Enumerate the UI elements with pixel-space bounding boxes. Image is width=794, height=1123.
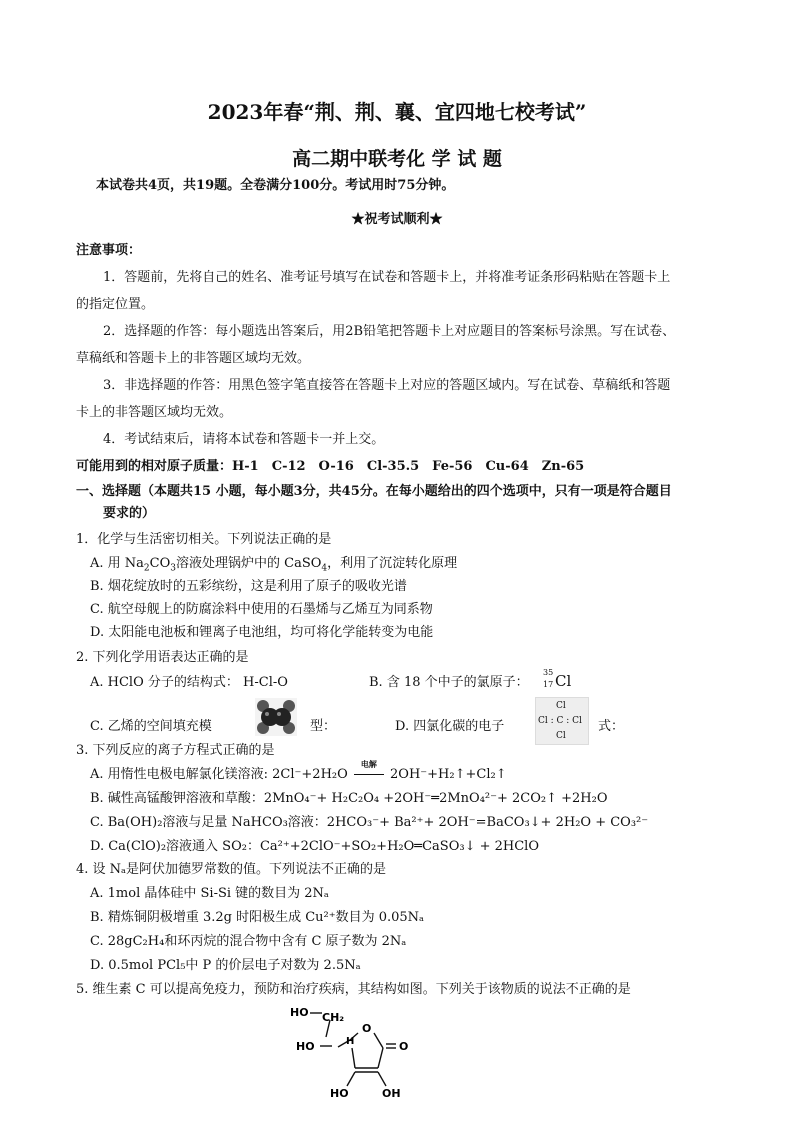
blessing: ★祝考试顺利★ [351,212,443,227]
notes-heading: 注意事项： [76,243,142,258]
q4-option-a: A. 1mol 晶体硅中 Si-Si 键的数目为 2Nₐ [90,886,329,901]
ethylene-model-figure [255,698,297,736]
q1-stem: 1．化学与生活密切相关。下列说法正确的是 [76,532,332,547]
q5-stem: 5. 维生素 C 可以提高免疫力，预防和治疗疾病，其结构如图。下列关于该物质的说法不正确的是 [76,982,631,997]
q1-option-d: D. 太阳能电池板和锂离子电池组，均可将化学能转变为电能 [90,625,434,640]
exam-subtitle: 高二期中联考化 学 试 题 [292,148,502,170]
note-3-line-2: 卡上的非答题区域均无效。 [76,405,233,420]
exam-info: 本试卷共4页，共19题。全卷满分100分。考试用时75分钟。 [96,178,455,193]
note-4: 4．考试结束后，请将本试卷和答题卡一并上交。 [103,432,385,447]
q3-stem: 3. 下列反应的离子方程式正确的是 [76,743,275,758]
q2-stem: 2. 下列化学用语表达正确的是 [76,650,249,665]
q1-option-c: C. 航空母舰上的防腐涂料中使用的石墨烯与乙烯互为同系物 [90,602,433,617]
vc-ho-mid: HO [296,1040,315,1053]
note-1-line-1: 1．答题前，先将自己的姓名、准考证号填写在试卷和答题卡上，并将准考证条形码粘贴在答题卡上 [103,270,671,285]
vc-carbonyl-o: O [399,1040,409,1053]
note-2-line-2: 草稿纸和答题卡上的非答题区域均无效。 [76,351,311,366]
ccl4-electron-formula: Cl Cl : C : Cl Cl [535,697,589,745]
note-3-line-1: 3．非选择题的作答：用黑色签字笔直接答在答题卡上对应的答题区域内。写在试卷、草稿纸和答题 [103,378,671,393]
q3-option-b: B. 碱性高锰酸钾溶液和草酸：2MnO₄⁻+ H₂C₂O₄ +2OH⁻═2MnO₄²⁻+ 2CO₂↑ +2H₂O [90,791,608,806]
vc-ho-bottom: HO [330,1087,349,1100]
note-2-line-1: 2．选择题的作答：每小题选出答案后，用2B铅笔把答题卡上对应题目的答案标号涂黑。写在试卷、 [103,324,676,339]
q2-option-c-suffix: 型： [310,719,337,734]
vitamin-c-structure [280,1000,440,1110]
section-1-heading: 一、选择题（本题共15 小题，每小题3分，共45分。在每小题给出的四个选项中，只有一项是符合题目 [76,484,672,499]
q2-option-d-suffix: 式： [598,719,625,734]
chlorine-isotope-notation: 35 17 Cl [543,668,572,690]
q2-option-d: D. 四氯化碳的电子 [395,719,505,734]
q4-stem: 4. 设 Nₐ是阿伏加德罗常数的值。下列说法不正确的是 [76,862,387,877]
q4-option-b: B. 精炼铜阴极增重 3.2g 时阳极生成 Cu²⁺数目为 0.05Nₐ [90,910,425,925]
q2-option-b: B. 含 18 个中子的氯原子： [369,675,529,690]
q3-option-c: C. Ba(OH)₂溶液与足量 NaHCO₃溶液：2HCO₃⁻+ Ba²⁺+ 2OH⁻=BaCO₃↓+ 2H₂O + CO₃²⁻ [90,815,649,830]
q4-option-c: C. 28gC₂H₄和环丙烷的混合物中含有 C 原子数为 2Nₐ [90,934,407,949]
q4-option-d: D. 0.5mol PCl₅中 P 的价层电子对数为 2.5Nₐ [90,958,361,973]
vc-ch2: CH₂ [322,1011,345,1024]
atomic-mass: 可能用到的相对原子质量：H-1 C-12 O-16 Cl-35.5 Fe-56 Cu-64 Zn-65 [76,459,585,474]
vc-ring-o: O [362,1022,372,1035]
exam-title: 2023年春“荆、荆、襄、宜四地七校考试” [207,100,587,124]
vc-oh-bottom: OH [382,1087,401,1100]
q3-option-d: D. Ca(ClO)₂溶液通入 SO₂：Ca²⁺+2ClO⁻+SO₂+H₂O═CaSO₃↓ + 2HClO [90,839,539,854]
section-1-heading-cont: 要求的） [103,506,156,521]
q1-option-a: A. 用 $Na_2CO_3$溶液处理锅炉中的 CaSO$_4$，利用了沉淀转化原理 [90,556,458,574]
q2-option-c: C. 乙烯的空间填充模 [90,719,212,734]
q1-option-b: B. 烟花绽放时的五彩缤纷，这是利用了原子的吸收光谱 [90,579,407,594]
vc-ho-top: HO [290,1006,309,1019]
q3-option-a: A. 用惰性电极电解氯化镁溶液: 2Cl⁻+2H₂O 电解 2OH⁻+H₂↑+Cl₂↑ [90,759,507,782]
q2-option-a: A. HClO 分子的结构式： H-Cl-O [90,675,288,690]
note-1-line-2: 的指定位置。 [76,297,155,312]
vc-h: H [346,1036,355,1047]
